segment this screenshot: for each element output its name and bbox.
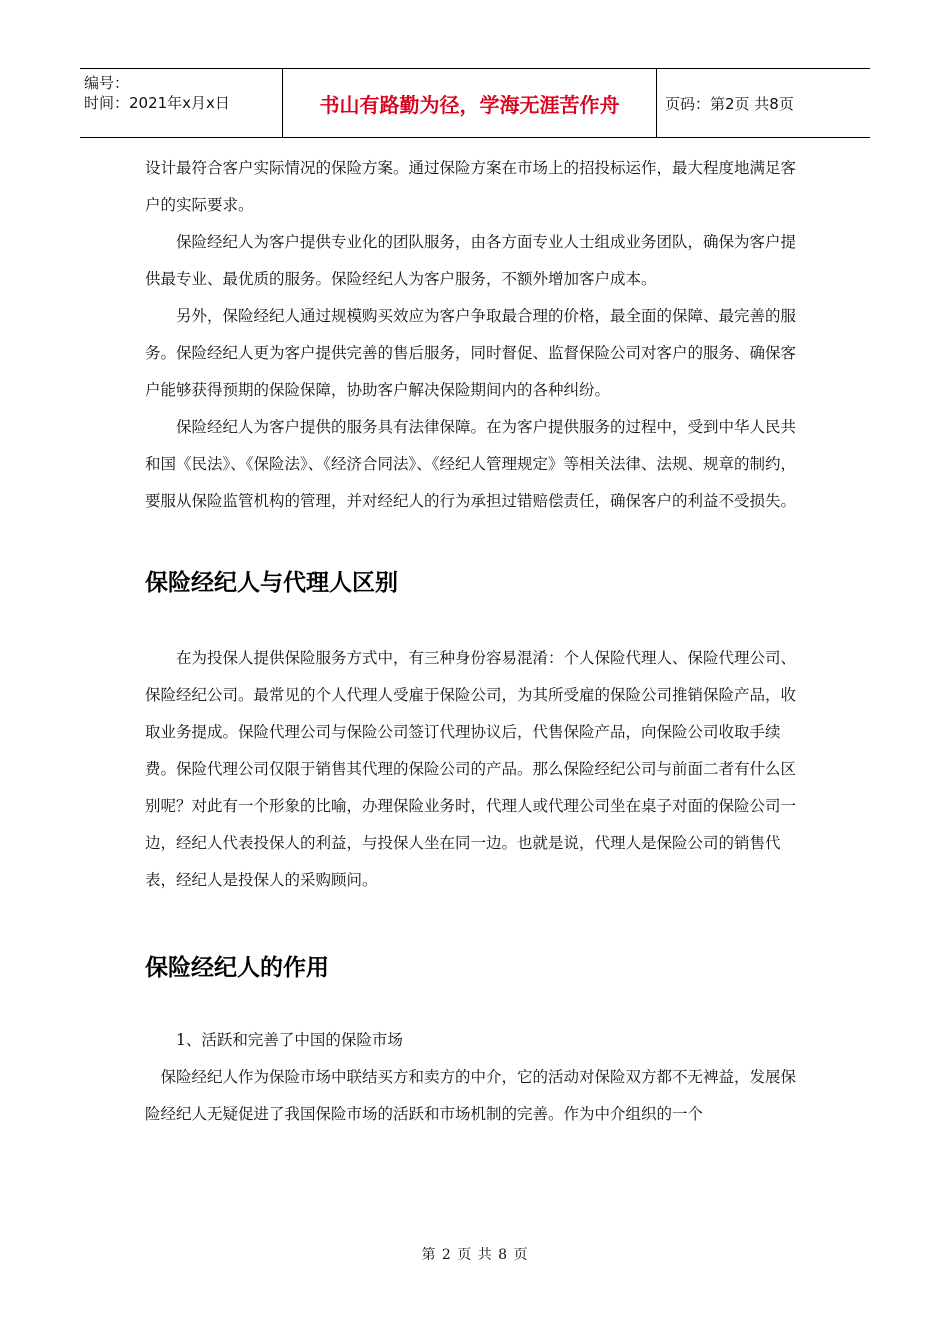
header-page-label: 页码：第2页 共8页 <box>665 94 794 113</box>
paragraph: 保险经纪人为客户提供专业化的团队服务，由各方面专业人士组成业务团队，确保为客户提供最专业、最优质的服务。保险经纪人为客户服务，不额外增加客户成本。 <box>145 233 797 288</box>
paragraph: 设计最符合客户实际情况的保险方案。通过保险方案在市场上的招投标运作，最大程度地满足客户的实际要求。 <box>145 159 797 214</box>
paragraph: 保险经纪人作为保险市场中联结买方和卖方的中介，它的活动对保险双方都不无裨益，发展保险经纪人无疑促进了我国保险市场的活跃和市场机制的完善。作为中介组织的一个 <box>145 1068 797 1123</box>
document-header <box>80 68 870 138</box>
paragraph: 在为投保人提供保险服务方式中，有三种身份容易混淆：个人保险代理人、保险代理公司、保险经纪公司。最常见的个人代理人受雇于保险公司，为其所受雇的保险公司推销保险产品，收取业务提成。保险代理公司与保险公司签订代理协议后，代售保险产品，向保险公司收取手续费。保险代理公司仅限于销售其代理的保险公司的产品。那么保险经纪公司与前面二者有什么区别呢？对此有一个形象的比喻，办理保险业务时，代理人或代理公司坐在桌子对面的保险公司一边，经纪人代表投保人的利益，与投保人坐在同一边。也就是说，代理人是保险公司的销售代表，经纪人是投保人的采购顾问。 <box>145 649 797 889</box>
header-meta-cell <box>80 69 283 137</box>
section-heading: 保险经纪人的作用 <box>145 955 329 981</box>
list-item: 1、活跃和完善了中国的保险市场 <box>176 1031 403 1049</box>
page-footer: 第 2 页 共 8 页 <box>421 1247 529 1263</box>
header-motto: 书山有路勤为径，学海无涯苦作舟 <box>283 69 657 137</box>
document-body <box>145 150 810 1133</box>
paragraph: 保险经纪人为客户提供的服务具有法律保障。在为客户提供服务的过程中，受到中华人民共和国《民法》、《保险法》、《经济合同法》、《经纪人管理规定》等相关法律、法规、规章的制约，要服从保险监管机构的管理，并对经纪人的行为承担过错赔偿责任，确保客户的利益不受损失。 <box>145 418 797 510</box>
number-label: 编号： <box>84 74 130 92</box>
time-label: 时间：2021年x月x日 <box>84 94 230 112</box>
paragraph: 另外，保险经纪人通过规模购买效应为客户争取最合理的价格，最全面的保障、最完善的服务。保险经纪人更为客户提供完善的售后服务，同时督促、监督保险公司对客户的服务、确保客户能够获得预期的保险保障，协助客户解决保险期间内的各种纠纷。 <box>145 307 797 399</box>
section-heading: 保险经纪人与代理人区别 <box>145 570 398 596</box>
